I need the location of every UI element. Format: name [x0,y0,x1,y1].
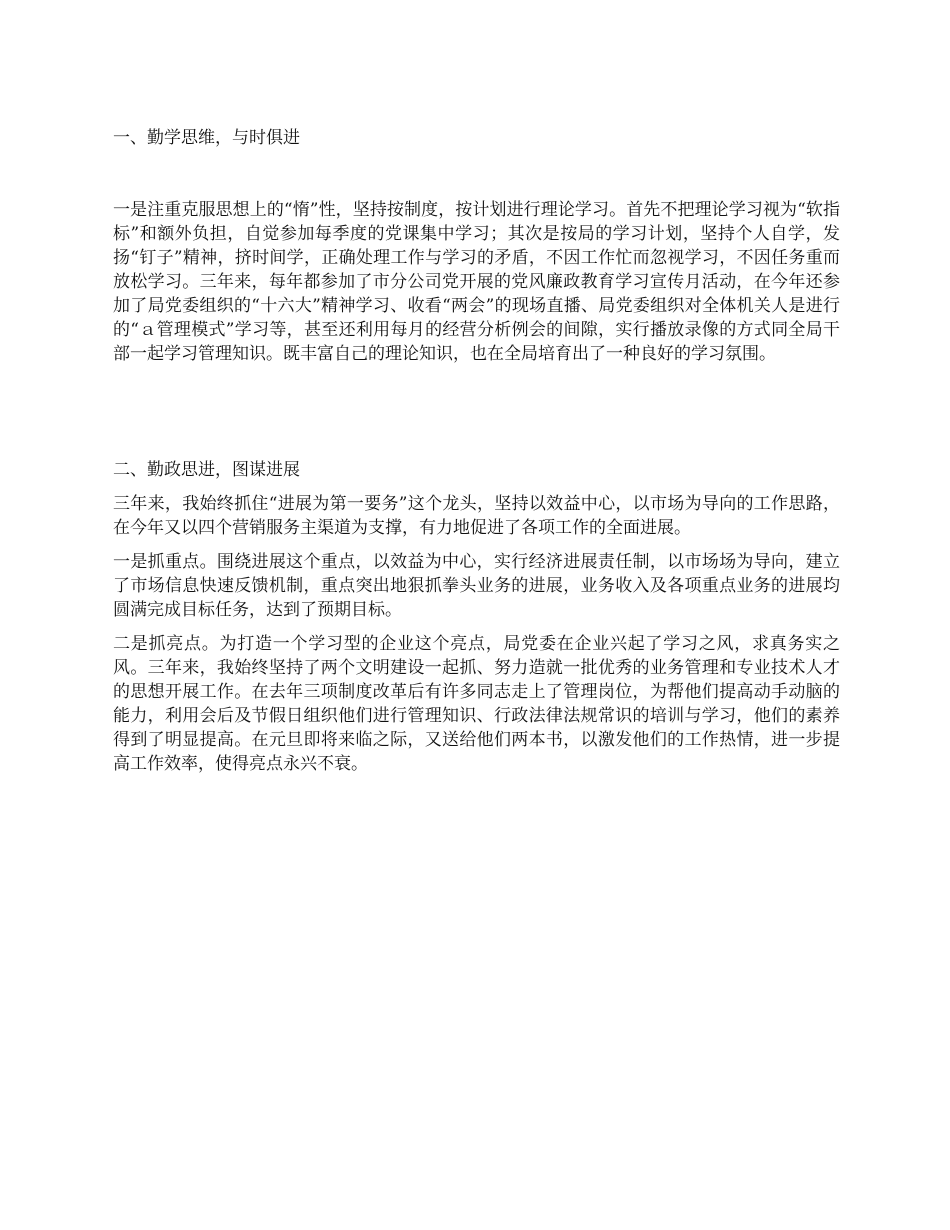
section-heading-2: 二、勤政思进，图谋进展 [113,460,300,480]
section-2-paragraph-1: 三年来，我始终抓住“进展为第一要务”这个龙头，坚持以效益中心，以市场为导向的工作思路，在今年又以四个营销服务主渠道为支撑，有力地促进了各项工作的全面进展。 [113,494,840,538]
section-2-paragraph-2: 一是抓重点。围绕进展这个重点，以效益为中心，实行经济进展责任制，以市场场为导向，建立了市场信息快速反馈机制，重点突出地狠抓拳头业务的进展，业务收入及各项重点业务的进展均圆满完成目标任务，达到了预期目标。 [113,552,840,620]
section-1-paragraph-1: 一是注重克服思想上的“惰”性，坚持按制度，按计划进行理论学习。首先不把理论学习视为“软指标”和额外负担，自觉参加每季度的党课集中学习；其次是按局的学习计划，坚持个人自学，发扬“钉子”精神，挤时间学，正确处理工作与学习的矛盾，不因工作忙而忽视学习，不因任务重而放松学习。三年来，每年都参加了市分公司党开展的党风廉政教育学习宣传月活动，在今年还参加了局党委组织的“十六大”精神学习、收看“两会”的现场直播、局党委组织对全体机关人是进行的“ａ管理模式”学习等，甚至还利用每月的经营分析例会的间隙，实行播放录像的方式同全局干部一起学习管理知识。既丰富自己的理论知识，也在全局培育出了一种良好的学习氛围。 [113,200,840,364]
section-2-paragraph-3: 二是抓亮点。为打造一个学习型的企业这个亮点，局党委在企业兴起了学习之风，求真务实之风。三年来，我始终坚持了两个文明建设一起抓、努力造就一批优秀的业务管理和专业技术人才的思想开展工作。在去年三项制度改革后有许多同志走上了管理岗位，为帮他们提高动手动脑的能力，利用会后及节假日组织他们进行管理知识、行政法律法规常识的培训与学习，他们的素养得到了明显提高。在元旦即将来临之际，又送给他们两本书，以激发他们的工作热情，进一步提高工作效率，使得亮点永兴不衰。 [113,634,840,774]
section-heading-1: 一、勤学思维，与时俱进 [113,128,300,148]
